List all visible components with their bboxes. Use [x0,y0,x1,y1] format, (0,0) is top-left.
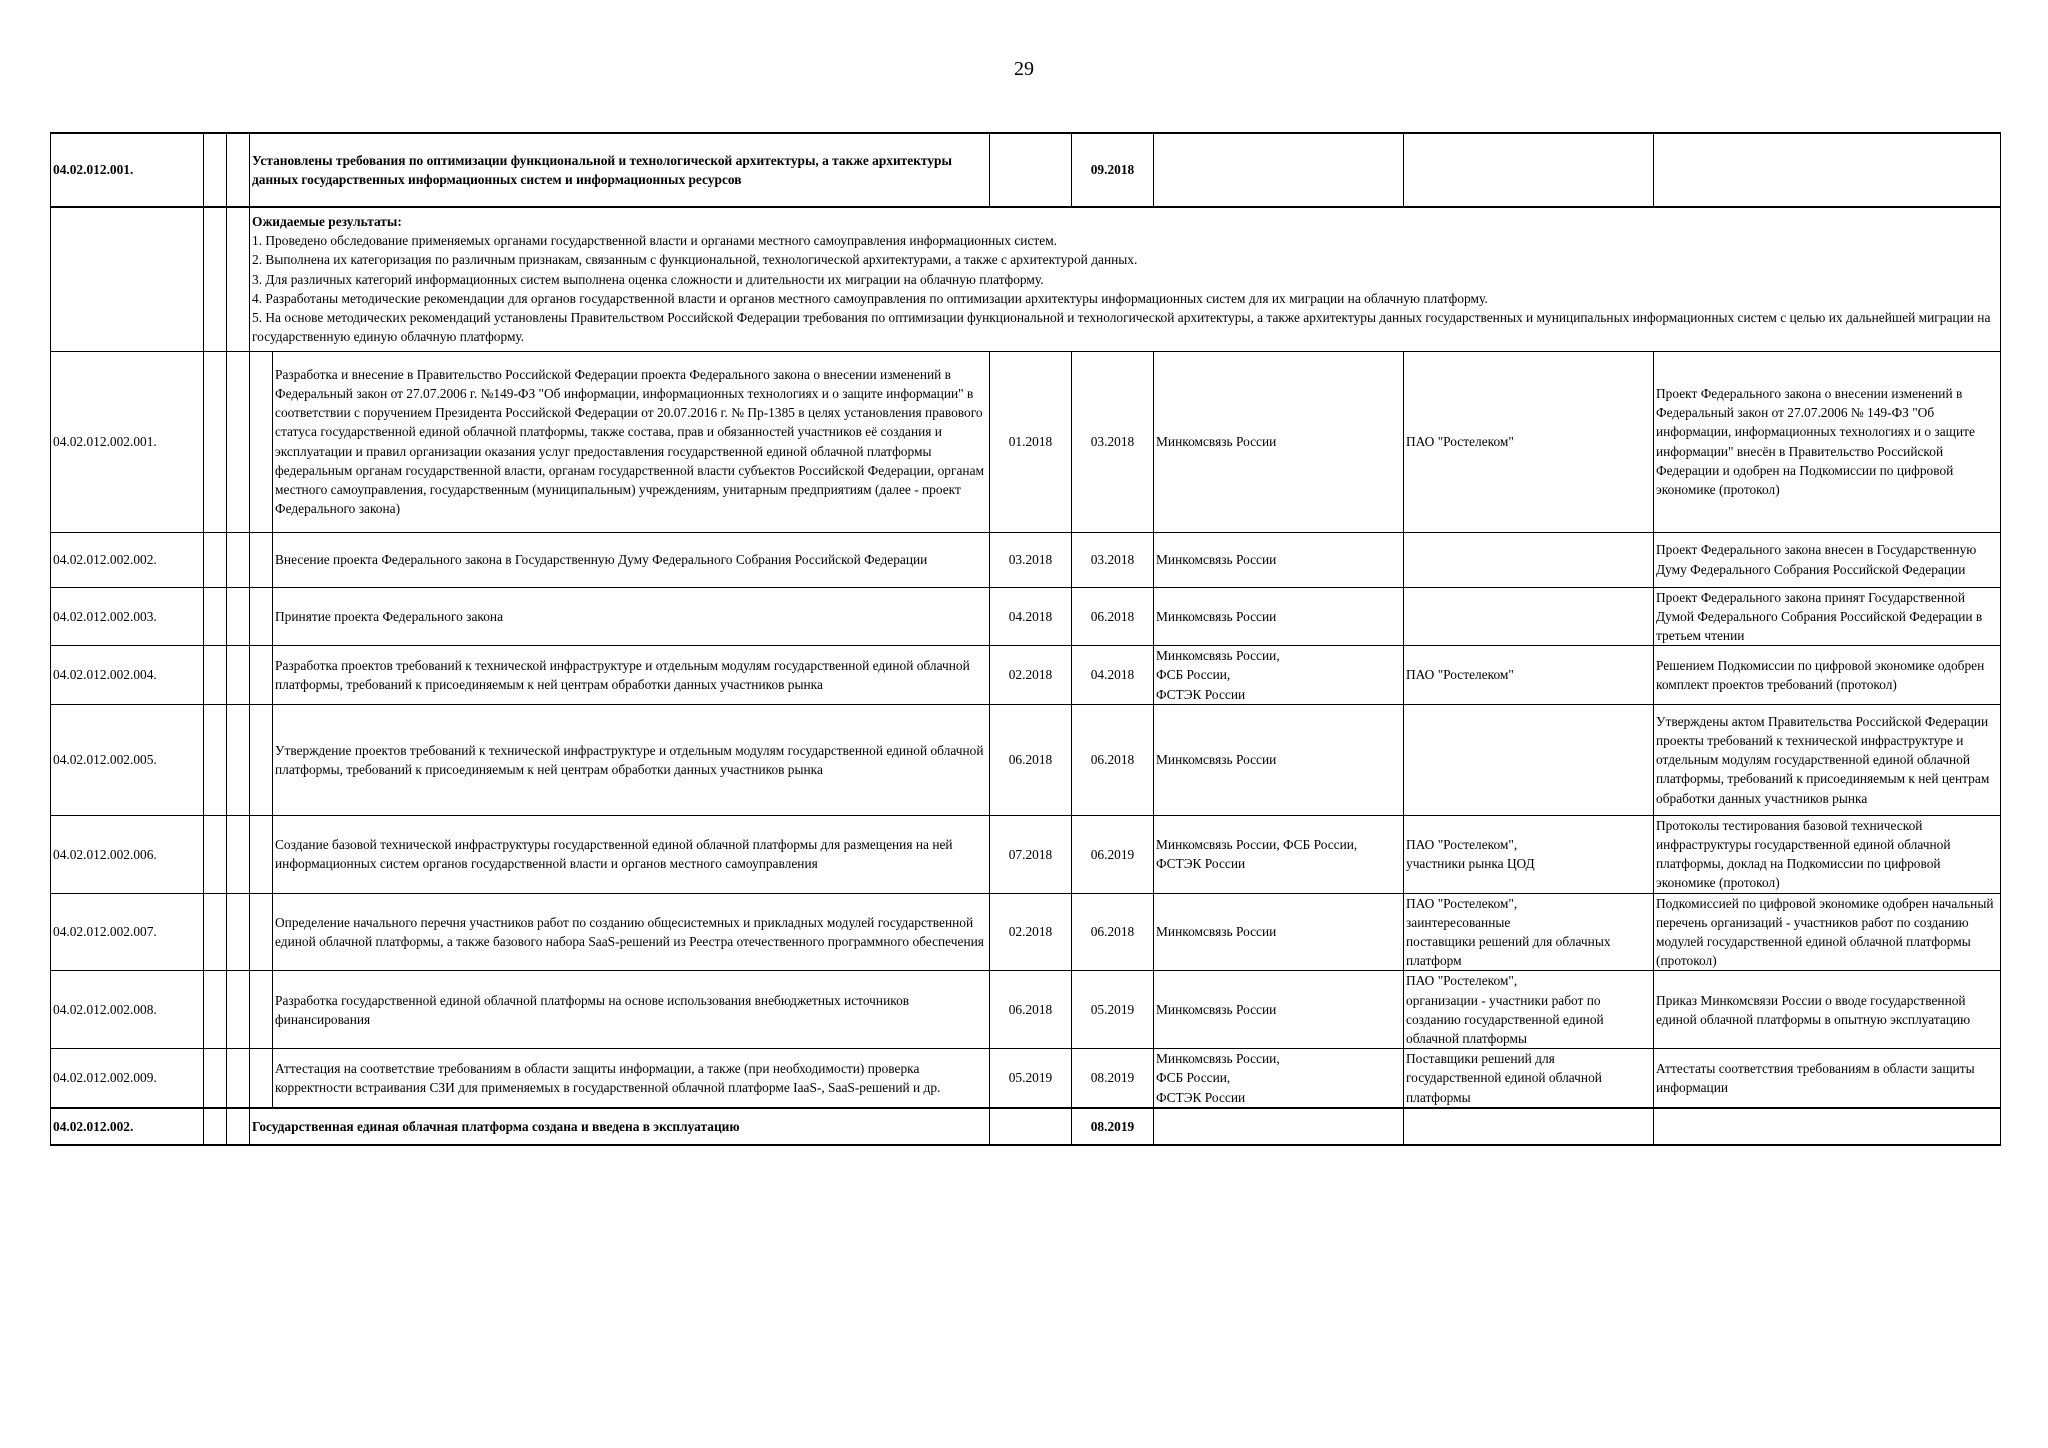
activity-task: Разработка проектов требований к технической инфраструктуре и отдельным модулям государственной единой облачной платформы, требований к присоединяемым к ней центрам обработки данных участников рынка [273,646,990,705]
activity-code: 04.02.012.002.007. [51,893,204,971]
activity-task: Утверждение проектов требований к технической инфраструктуре и отдельным модулям государственной единой облачной платформы, требований к присоединяемым к ней центрам обработки данных участников рынка [273,704,990,815]
milestone-date: 08.2019 [1072,1108,1154,1145]
responsible: Минкомсвязь России, ФСБ России, ФСТЭК России [1154,646,1404,705]
activity-row [51,646,2001,705]
participants: ПАО "Ростелеком", организации - участники работ по созданию государственной единой облачной платформы [1404,971,1654,1049]
result: Протоколы тестирования базовой технической инфраструктуры государственной единой облачной платформы, доклад на Подкомиссии по цифровой экономике (протокол) [1654,815,2001,893]
end-date: 06.2018 [1072,587,1154,646]
level-cell [204,351,227,532]
activity-task: Принятие проекта Федерального закона [273,587,990,646]
milestone-code: 04.02.012.001. [51,133,204,207]
level-cell [204,587,227,646]
activity-row [51,815,2001,893]
activity-task: Разработка и внесение в Правительство Российской Федерации проекта Федерального закона о внесении изменений в Федеральный закон от 27.07.2006 г. №149-ФЗ "Об информации, информационных технологиях и о защите информации" в соответствии с поручением Президента Российской Федерации от 20.07.2016 г. № Пр-1385 в целях установления правового статуса государственной единой облачной платформы, также состава, прав и обязанностей участников её создания и эксплуатации и правил организации оказания услуг предоставления государственной единой облачной платформы федеральным органам государственной власти, органам государственной власти субъектов Российской Федерации, органам местного самоуправления, государственным (муниципальным) учреждениям, унитарным предприятиям (далее - проект Федерального закона) [273,351,990,532]
activity-row [51,532,2001,587]
end-date: 06.2019 [1072,815,1154,893]
responsible: Минкомсвязь России [1154,532,1404,587]
activity-task: Определение начального перечня участников работ по созданию общесистемных и прикладных модулей государственной единой облачной платформы, а также базового набора SaaS-решений из Реестра отечественного программного обеспечения [273,893,990,971]
level-cell [250,971,273,1049]
expected-result-item: 2. Выполнена их категоризация по различным признакам, связанным с функциональной, технологической архитектурами, а также с архитектурой данных. [252,252,1138,268]
level-cell [227,646,250,705]
activity-code: 04.02.012.002.003. [51,587,204,646]
participants: ПАО "Ростелеком" [1404,646,1654,705]
participants: ПАО "Ростелеком", участники рынка ЦОД [1404,815,1654,893]
level-cell [250,532,273,587]
participants [1404,532,1654,587]
level-cell [250,351,273,532]
level-cell [227,1108,250,1145]
participants: Поставщики решений для государственной единой облачной платформы [1404,1049,1654,1108]
participants: ПАО "Ростелеком", заинтересованные поставщики решений для облачных платформ [1404,893,1654,971]
start-date: 05.2019 [990,1049,1072,1108]
level-cell [204,646,227,705]
level-cell [227,1049,250,1108]
expected-result-item: 3. Для различных категорий информационных систем выполнена оценка сложности и длительности их миграции на облачную платформу. [252,271,1044,287]
milestone-title: Установлены требования по оптимизации функциональной и технологической архитектуры, а также архитектуры данных государственных информационных систем и информационных ресурсов [250,133,990,207]
result: Проект Федерального закона принят Государственной Думой Федерального Собрания Российской Федерации в третьем чтении [1654,587,2001,646]
activity-row [51,971,2001,1049]
level-cell [204,1108,227,1145]
level-cell [227,971,250,1049]
participants [1404,704,1654,815]
expected-result-item: 5. На основе методических рекомендаций установлены Правительством Российской Федерации требования по оптимизации функциональной и технологической архитектуры, а также архитектуры данных государственных и муниципальных информационных систем с целью их дальнейшей миграции на государственную единую облачную платформу. [252,310,1991,345]
result: Утверждены актом Правительства Российской Федерации проекты требований к технической инфраструктуре и отдельным модулям государственной единой облачной платформы, требований к присоединяемым к ней центрам обработки данных участников рынка [1654,704,2001,815]
empty-cell [1154,1108,1404,1145]
level-cell [227,587,250,646]
result: Решением Подкомиссии по цифровой экономике одобрен комплект проектов требований (протокол) [1654,646,2001,705]
empty-cell [1654,1108,2001,1145]
expected-results-row [51,207,2001,351]
responsible: Минкомсвязь России [1154,587,1404,646]
empty-cell [51,207,204,351]
empty-cell [990,133,1072,207]
start-date: 04.2018 [990,587,1072,646]
participants [1404,587,1654,646]
expected-result-item: 1. Проведено обследование применяемых органами государственной власти и органами местного самоуправления информационных систем. [252,233,1058,249]
result: Подкомиссией по цифровой экономике одобрен начальный перечень организаций - участников работ по созданию модулей государственной единой облачной платформы (протокол) [1654,893,2001,971]
start-date: 02.2018 [990,646,1072,705]
start-date: 03.2018 [990,532,1072,587]
activity-task: Аттестация на соответствие требованиям в области защиты информации, а также (при необходимости) проверка корректности встраивания СЗИ для применяемых в государственной облачной платформе IaaS-, SaaS-решений и др. [273,1049,990,1108]
level-cell [227,704,250,815]
plan-table [50,132,2001,1146]
end-date: 05.2019 [1072,971,1154,1049]
end-date: 06.2018 [1072,893,1154,971]
activity-row [51,704,2001,815]
level-cell [204,971,227,1049]
level-cell [250,704,273,815]
activity-row [51,351,2001,532]
level-cell [250,646,273,705]
level-cell [204,532,227,587]
end-date: 03.2018 [1072,351,1154,532]
empty-cell [1154,133,1404,207]
empty-cell [1654,133,2001,207]
activity-code: 04.02.012.002.005. [51,704,204,815]
responsible: Минкомсвязь России, ФСБ России, ФСТЭК России [1154,1049,1404,1108]
activity-code: 04.02.012.002.002. [51,532,204,587]
level-cell [227,532,250,587]
activity-task: Внесение проекта Федерального закона в Государственную Думу Федерального Собрания Российской Федерации [273,532,990,587]
start-date: 01.2018 [990,351,1072,532]
level-cell [204,893,227,971]
level-cell [204,133,227,207]
result: Проект Федерального закона внесен в Государственную Думу Федерального Собрания Российской Федерации [1654,532,2001,587]
milestone-title: Государственная единая облачная платформа создана и введена в эксплуатацию [250,1108,990,1145]
responsible: Минкомсвязь России [1154,971,1404,1049]
responsible: Минкомсвязь России [1154,704,1404,815]
activity-row [51,587,2001,646]
level-cell [227,351,250,532]
activity-row [51,1049,2001,1108]
milestone-row [51,133,2001,207]
level-cell [204,815,227,893]
level-cell [204,704,227,815]
empty-cell [1404,1108,1654,1145]
expected-result-item: 4. Разработаны методические рекомендации для органов государственной власти и органов местного самоуправления по оптимизации архитектуры информационных систем для их миграции на облачную платформу. [252,290,1488,306]
activity-code: 04.02.012.002.006. [51,815,204,893]
level-cell [250,1049,273,1108]
level-cell [250,815,273,893]
milestone-date: 09.2018 [1072,133,1154,207]
level-cell [250,893,273,971]
activity-row [51,893,2001,971]
page-number: 29 [1014,58,1034,80]
participants: ПАО "Ростелеком" [1404,351,1654,532]
result: Приказ Минкомсвязи России о вводе государственной единой облачной платформы в опытную эксплуатацию [1654,971,2001,1049]
empty-cell [1404,133,1654,207]
level-cell [204,1049,227,1108]
level-cell [250,587,273,646]
responsible: Минкомсвязь России [1154,351,1404,532]
empty-cell [990,1108,1072,1145]
result: Проект Федерального закона о внесении изменений в Федеральный закон от 27.07.2006 № 149-ФЗ "Об информации, информационных технологиях и о защите информации" внесён в Правительство Российской Федерации и одобрен на Подкомиссии по цифровой экономике (протокол) [1654,351,2001,532]
end-date: 04.2018 [1072,646,1154,705]
end-date: 03.2018 [1072,532,1154,587]
start-date: 07.2018 [990,815,1072,893]
level-cell [204,207,227,351]
activity-task: Разработка государственной единой облачной платформы на основе использования внебюджетных источников финансирования [273,971,990,1049]
start-date: 06.2018 [990,704,1072,815]
level-cell [227,133,250,207]
milestone-row [51,1108,2001,1145]
milestone-code: 04.02.012.002. [51,1108,204,1145]
activity-code: 04.02.012.002.009. [51,1049,204,1108]
responsible: Минкомсвязь России, ФСБ России, ФСТЭК России [1154,815,1404,893]
start-date: 02.2018 [990,893,1072,971]
activity-code: 04.02.012.002.001. [51,351,204,532]
start-date: 06.2018 [990,971,1072,1049]
expected-results [250,207,2001,351]
activity-task: Создание базовой технической инфраструктуры государственной единой облачной платформы для размещения на ней информационных систем органов государственной власти и органов местного самоуправления [273,815,990,893]
activity-code: 04.02.012.002.004. [51,646,204,705]
level-cell [227,815,250,893]
result: Аттестаты соответствия требованиям в области защиты информации [1654,1049,2001,1108]
responsible: Минкомсвязь России [1154,893,1404,971]
expected-results-title: Ожидаемые результаты: [252,214,402,230]
end-date: 06.2018 [1072,704,1154,815]
end-date: 08.2019 [1072,1049,1154,1108]
level-cell [227,207,250,351]
activity-code: 04.02.012.002.008. [51,971,204,1049]
level-cell [227,893,250,971]
